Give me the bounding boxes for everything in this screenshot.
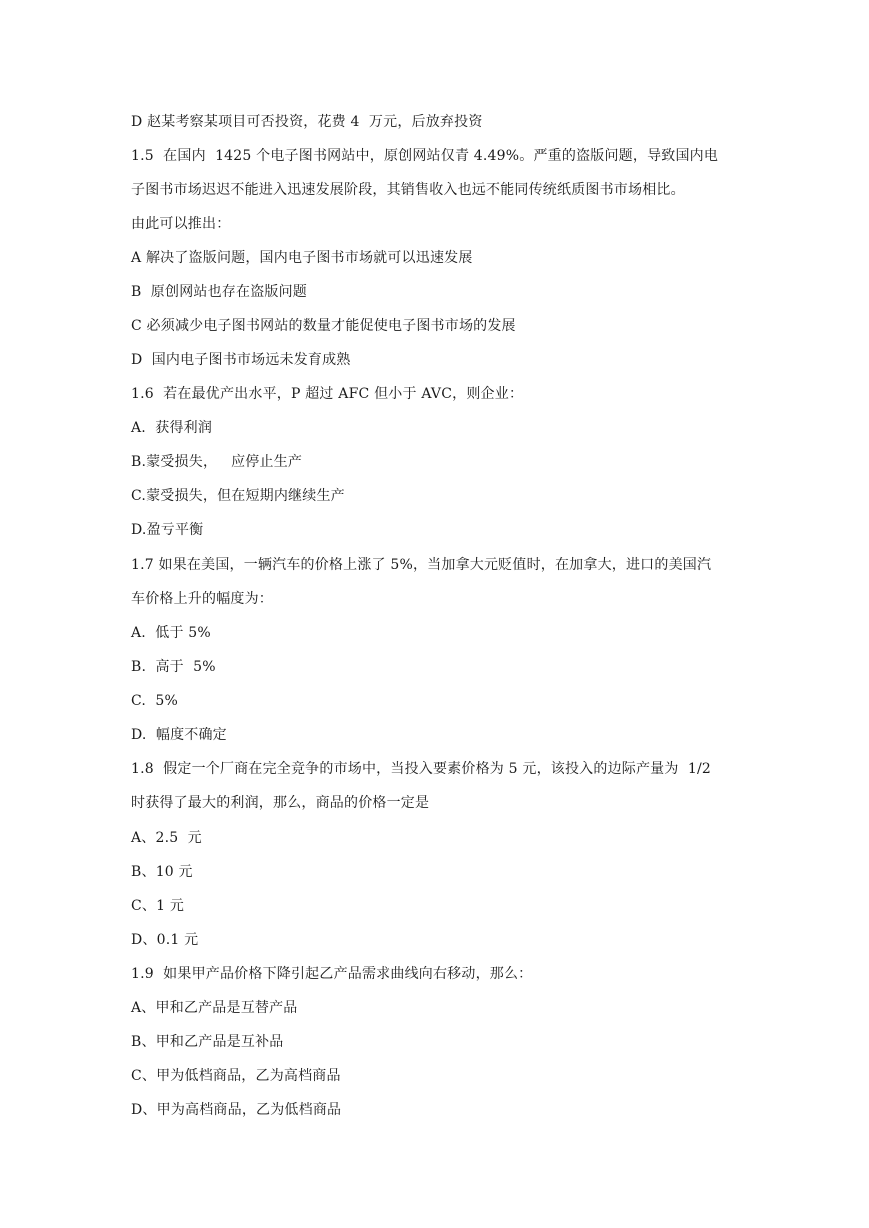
option-c: C.蒙受损失，但在短期内继续生产 <box>131 488 345 504</box>
option-b: B. 高于 5% <box>131 659 216 675</box>
question-1-5-line-3: 由此可以推出： <box>131 216 231 232</box>
option-d: D、0.1 元 <box>131 932 199 948</box>
option-d: D.盈亏平衡 <box>131 522 204 538</box>
option-a: A、2.5 元 <box>131 830 202 846</box>
text-line: D 赵某考察某项目可否投资，花费 4 万元，后放弃投资 <box>131 114 483 130</box>
option-b: B、10 元 <box>131 864 193 880</box>
option-b: B、甲和乙产品是互补品 <box>131 1034 284 1050</box>
question-1-5-line-1: 1.5 在国内 1425 个电子图书网站中，原创网站仅青 4.49%。严重的盗版问题，导致国内电 <box>131 148 719 164</box>
question-1-6: 1.6 若在最优产出水平，P 超过 AFC 但小于 AVC，则企业： <box>131 386 524 402</box>
question-1-9: 1.9 如果甲产品价格下降引起乙产品需求曲线向右移动，那么： <box>131 966 533 982</box>
option-a: A. 低于 5% <box>131 625 211 641</box>
question-1-8-line-2: 时获得了最大的利润，那么，商品的价格一定是 <box>131 795 430 811</box>
option-a: A 解决了盗版问题，国内电子图书市场就可以迅速发展 <box>131 250 473 266</box>
option-d: D 国内电子图书市场远未发育成熟 <box>131 352 351 368</box>
option-b: B 原创网站也存在盗版问题 <box>131 284 307 300</box>
question-1-7-line-2: 车价格上升的幅度为： <box>131 591 273 607</box>
option-d: D. 幅度不确定 <box>131 727 227 743</box>
option-c: C、1 元 <box>131 898 185 914</box>
option-a: A. 获得利润 <box>131 420 213 436</box>
option-c: C、甲为低档商品，乙为高档商品 <box>131 1068 341 1084</box>
option-c: C. 5% <box>131 693 178 709</box>
option-c: C 必须减少电子图书网站的数量才能促使电子图书市场的发展 <box>131 318 516 334</box>
question-1-7-line-1: 1.7 如果在美国，一辆汽车的价格上涨了 5%，当加拿大元贬值时，在加拿大，进口的美国汽 <box>131 557 712 573</box>
question-1-8-line-1: 1.8 假定一个厂商在完全竞争的市场中，当投入要素价格为 5 元，该投入的边际产量为 1/2 <box>131 761 712 777</box>
option-d: D、甲为高档商品，乙为低档商品 <box>131 1102 342 1118</box>
question-1-5-line-2: 子图书市场迟迟不能进入迅速发展阶段，其销售收入也远不能同传统纸质图书市场相比。 <box>131 182 685 198</box>
option-b: B.蒙受损失， 应停止生产 <box>131 454 303 470</box>
option-a: A、甲和乙产品是互替产品 <box>131 1000 298 1016</box>
